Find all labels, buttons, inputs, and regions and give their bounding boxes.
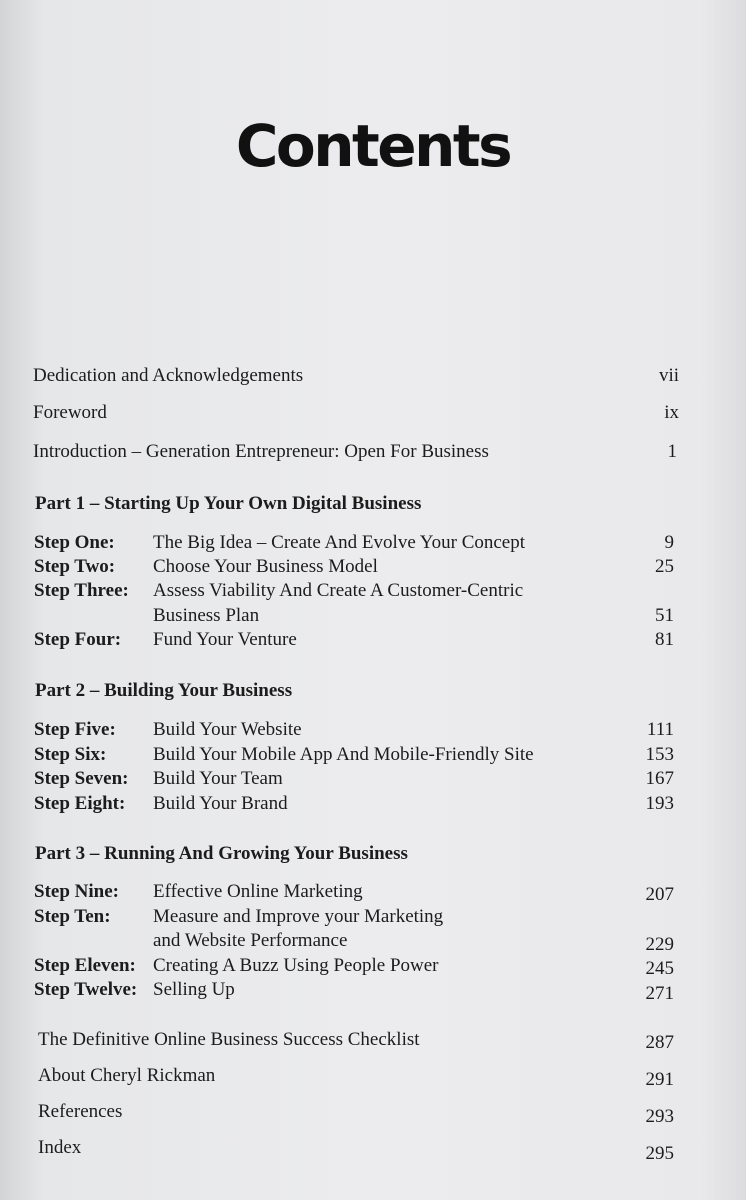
step-page: 153 <box>645 744 674 765</box>
step-label: Step Eleven: <box>34 955 136 976</box>
step-label: Step Nine: <box>34 881 119 902</box>
part-heading: Part 1 – Starting Up Your Own Digital Business <box>35 493 422 514</box>
toc-step[interactable] <box>0 977 746 1003</box>
toc-entry-title: The Definitive Online Business Success Checklist <box>38 1029 420 1050</box>
toc-entry-title: References <box>38 1101 123 1122</box>
step-label: Step Six: <box>34 744 107 765</box>
step-label: Step Two: <box>34 556 116 577</box>
step-page: 25 <box>655 556 674 577</box>
toc-entry[interactable] <box>0 1099 746 1125</box>
toc-step[interactable] <box>0 578 746 604</box>
part-heading: Part 2 – Building Your Business <box>35 680 293 701</box>
step-label: Step One: <box>34 532 115 553</box>
toc-entry-page: 295 <box>645 1143 674 1164</box>
step-label: Step Seven: <box>34 768 129 789</box>
step-page: 81 <box>655 629 674 650</box>
step-title: Build Your Mobile App And Mobile-Friendly Site <box>153 744 534 765</box>
step-page: 51 <box>655 605 674 626</box>
toc-entry-title: Index <box>38 1137 82 1158</box>
toc-entry[interactable] <box>0 363 746 389</box>
toc-entry-title: Introduction – Generation Entrepreneur: Open For Business <box>33 441 489 462</box>
toc-entry[interactable] <box>0 400 746 426</box>
step-page: 207 <box>645 884 674 905</box>
toc-entry-title: Dedication and Acknowledgements <box>33 365 304 386</box>
step-label: Step Eight: <box>34 793 126 814</box>
step-title: The Big Idea – Create And Evolve Your Concept <box>153 532 526 553</box>
toc-entry-title: Foreword <box>33 402 107 423</box>
toc-step[interactable] <box>0 530 746 556</box>
toc-entry-page: 287 <box>645 1032 674 1053</box>
toc-step[interactable] <box>0 904 746 930</box>
step-page: 111 <box>646 719 674 740</box>
step-title-continued: Business Plan <box>153 605 260 626</box>
step-title-continued: and Website Performance <box>153 930 348 951</box>
step-label: Step Five: <box>34 719 116 740</box>
toc-entry-page: 291 <box>645 1069 674 1090</box>
toc-step[interactable] <box>0 791 746 817</box>
toc-step[interactable] <box>0 627 746 653</box>
toc-entry[interactable] <box>0 1135 746 1164</box>
toc-step[interactable] <box>0 766 746 792</box>
toc-step[interactable] <box>0 742 746 768</box>
step-title: Creating A Buzz Using People Power <box>153 955 439 976</box>
step-page: 167 <box>645 768 674 789</box>
toc-entry-page: ix <box>664 402 679 423</box>
step-title: Choose Your Business Model <box>153 556 378 577</box>
step-page: 193 <box>645 793 674 814</box>
toc-entry-page: 293 <box>645 1106 674 1127</box>
toc-entry[interactable] <box>0 1027 746 1053</box>
toc-step[interactable] <box>0 953 746 979</box>
step-label: Step Three: <box>34 580 129 601</box>
step-page: 271 <box>645 983 674 1004</box>
toc-step[interactable] <box>0 717 746 743</box>
step-label: Step Twelve: <box>34 979 138 1000</box>
step-title: Selling Up <box>153 979 235 1000</box>
step-title: Build Your Brand <box>153 793 288 814</box>
step-page: 229 <box>645 934 674 955</box>
step-label: Step Four: <box>34 629 122 650</box>
toc-entry-page: 1 <box>667 441 677 462</box>
step-title: Build Your Website <box>153 719 302 740</box>
step-title: Effective Online Marketing <box>153 881 363 902</box>
page-title: Contents <box>235 112 511 180</box>
step-page: 245 <box>645 958 674 979</box>
toc-step[interactable] <box>0 554 746 580</box>
step-title: Measure and Improve your Marketing <box>153 906 444 927</box>
toc-step-continuation[interactable] <box>0 928 746 954</box>
step-label: Step Ten: <box>34 906 111 927</box>
toc-entry[interactable] <box>0 439 746 465</box>
toc-step[interactable] <box>0 879 746 905</box>
part-heading: Part 3 – Running And Growing Your Business <box>35 843 408 864</box>
step-page: 9 <box>664 532 674 553</box>
toc-entry-title: About Cheryl Rickman <box>38 1065 216 1086</box>
step-title: Fund Your Venture <box>153 629 297 650</box>
step-title: Assess Viability And Create A Customer-Centric <box>153 580 524 601</box>
toc-entry-page: vii <box>658 365 679 386</box>
toc-step-continuation[interactable] <box>0 603 746 629</box>
step-title: Build Your Team <box>153 768 283 789</box>
toc-entry[interactable] <box>0 1063 746 1089</box>
